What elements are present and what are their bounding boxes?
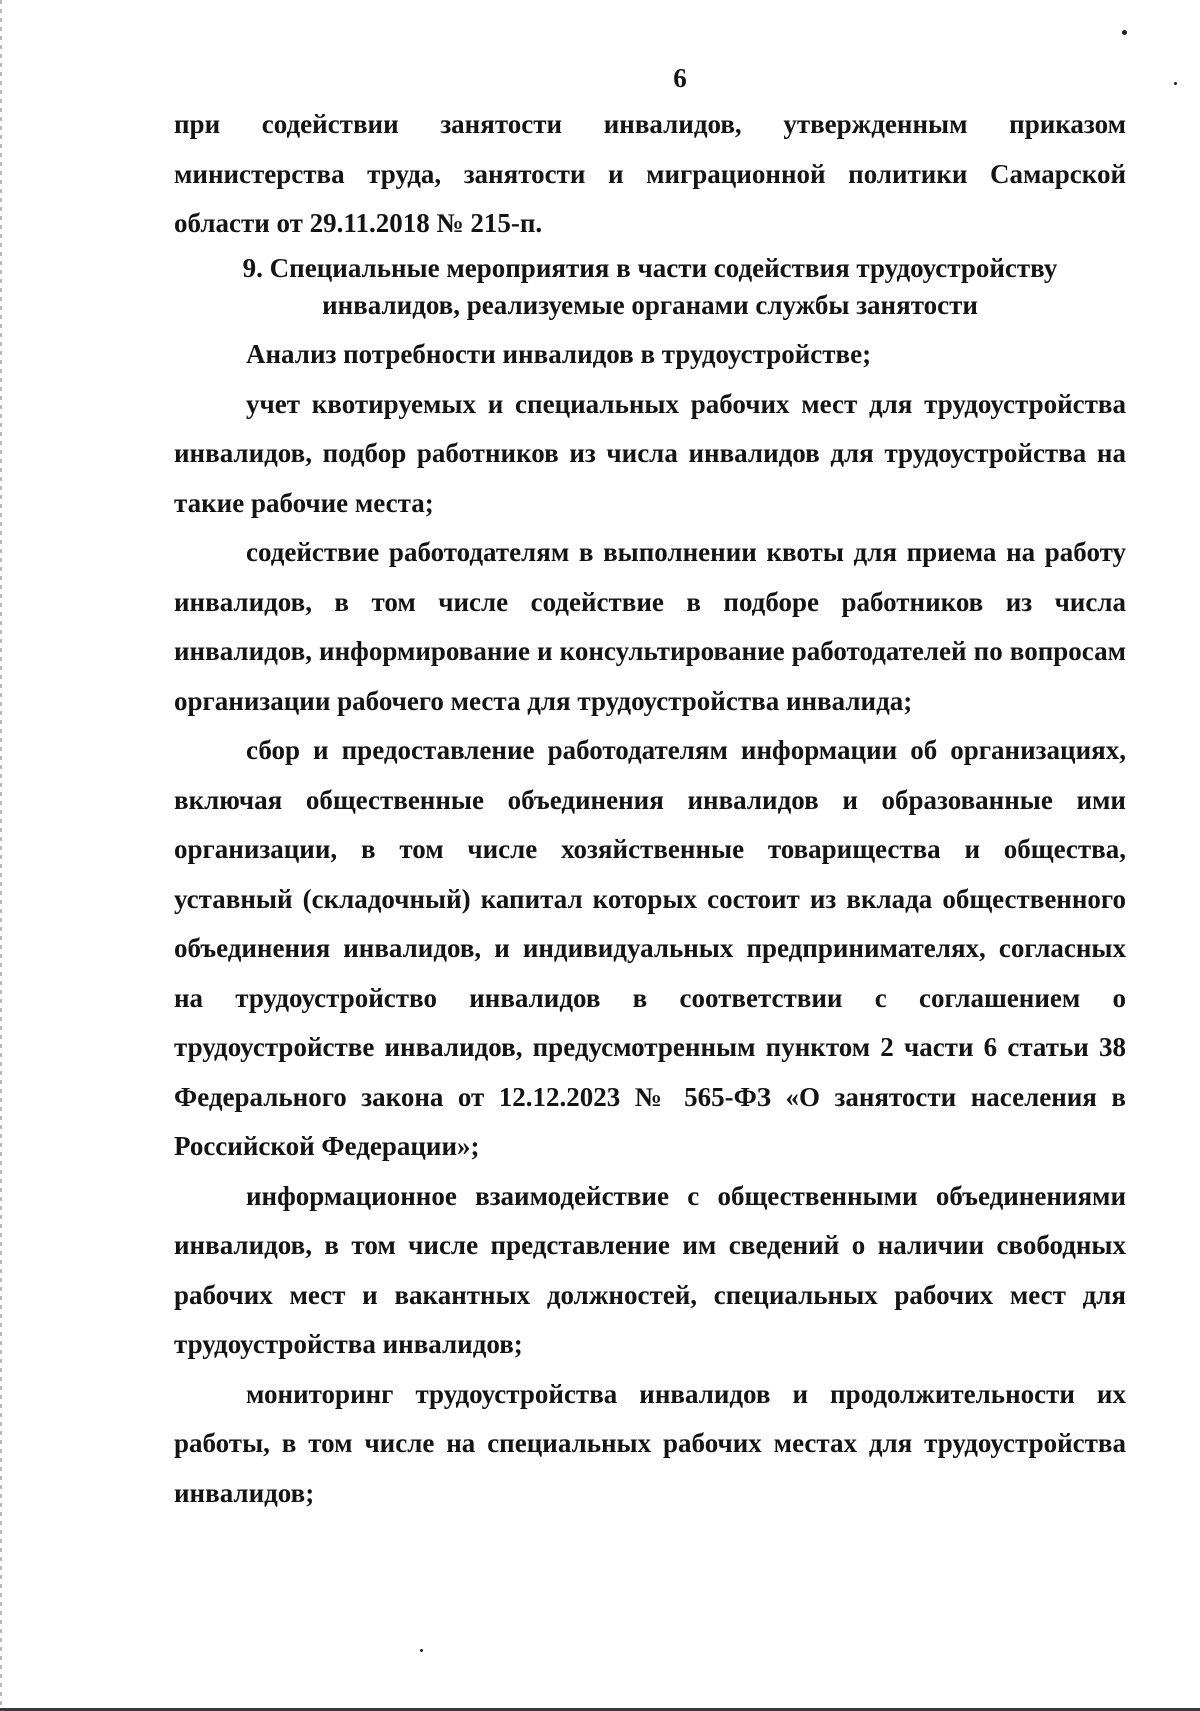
paragraph: содействие работодателям в выполнении квоты для приема на работу инвалидов, в том числе содействие в подборе работников из числа инвалидов, информирование и консультирование работодателей по вопросам организации рабочего места для трудоустройства инвалида;	[174, 537, 1126, 716]
paragraph: мониторинг трудоустройства инвалидов и продолжительности их работы, в том числе на специальных рабочих местах для трудоустройства инвалидов;	[174, 1378, 1126, 1508]
paragraph: информационное взаимодействие с общественными объединениями инвалидов, в том числе представление им сведений о наличии свободных рабочих мест и вакантных должностей, специальных рабочих мест для трудоустройства инвалидов;	[174, 1180, 1126, 1359]
scan-left-edge	[0, 0, 2, 1711]
page-number: 6	[673, 63, 687, 93]
section-heading-line-1: 9. Специальные мероприятия в части содействия трудоустройству	[242, 253, 1058, 283]
continuation-text-block	[174, 100, 1126, 249]
paragraph: Анализ потребности инвалидов в трудоустройстве;	[246, 339, 872, 369]
section-heading	[174, 250, 1126, 324]
section-body	[174, 330, 1126, 1518]
paragraph: учет квотируемых и специальных рабочих мест для трудоустройства инвалидов, подбор работников из числа инвалидов для трудоустройства на такие рабочие места;	[174, 388, 1126, 518]
scan-speck	[1122, 30, 1127, 35]
paragraph: сбор и предоставление работодателям информации об организациях, включая общественные объединения инвалидов и образованные ими организации, в том числе хозяйственные товарищества и общества, уставный (складочный) капитал которых состоит из вклада общественного объединения инвалидов, и индивидуальных предпринимателях, согласных на трудоустройство инвалидов в соответствии с соглашением о трудоустройстве инвалидов, предусмотренным пунктом 2 части 6 статьи 38 Федерального закона от 12.12.2023 № 565-ФЗ «О занятости населения в Российской Федерации»;	[174, 735, 1126, 1161]
section-heading-line-2: инвалидов, реализуемые органами службы занятости	[322, 290, 978, 320]
scan-speck	[420, 1649, 423, 1652]
continuation-paragraph: при содействии занятости инвалидов, утвержденным приказом министерства труда, занятости и миграционной политики Самарской области от 29.11.2018 № 215-п.	[174, 109, 1126, 238]
